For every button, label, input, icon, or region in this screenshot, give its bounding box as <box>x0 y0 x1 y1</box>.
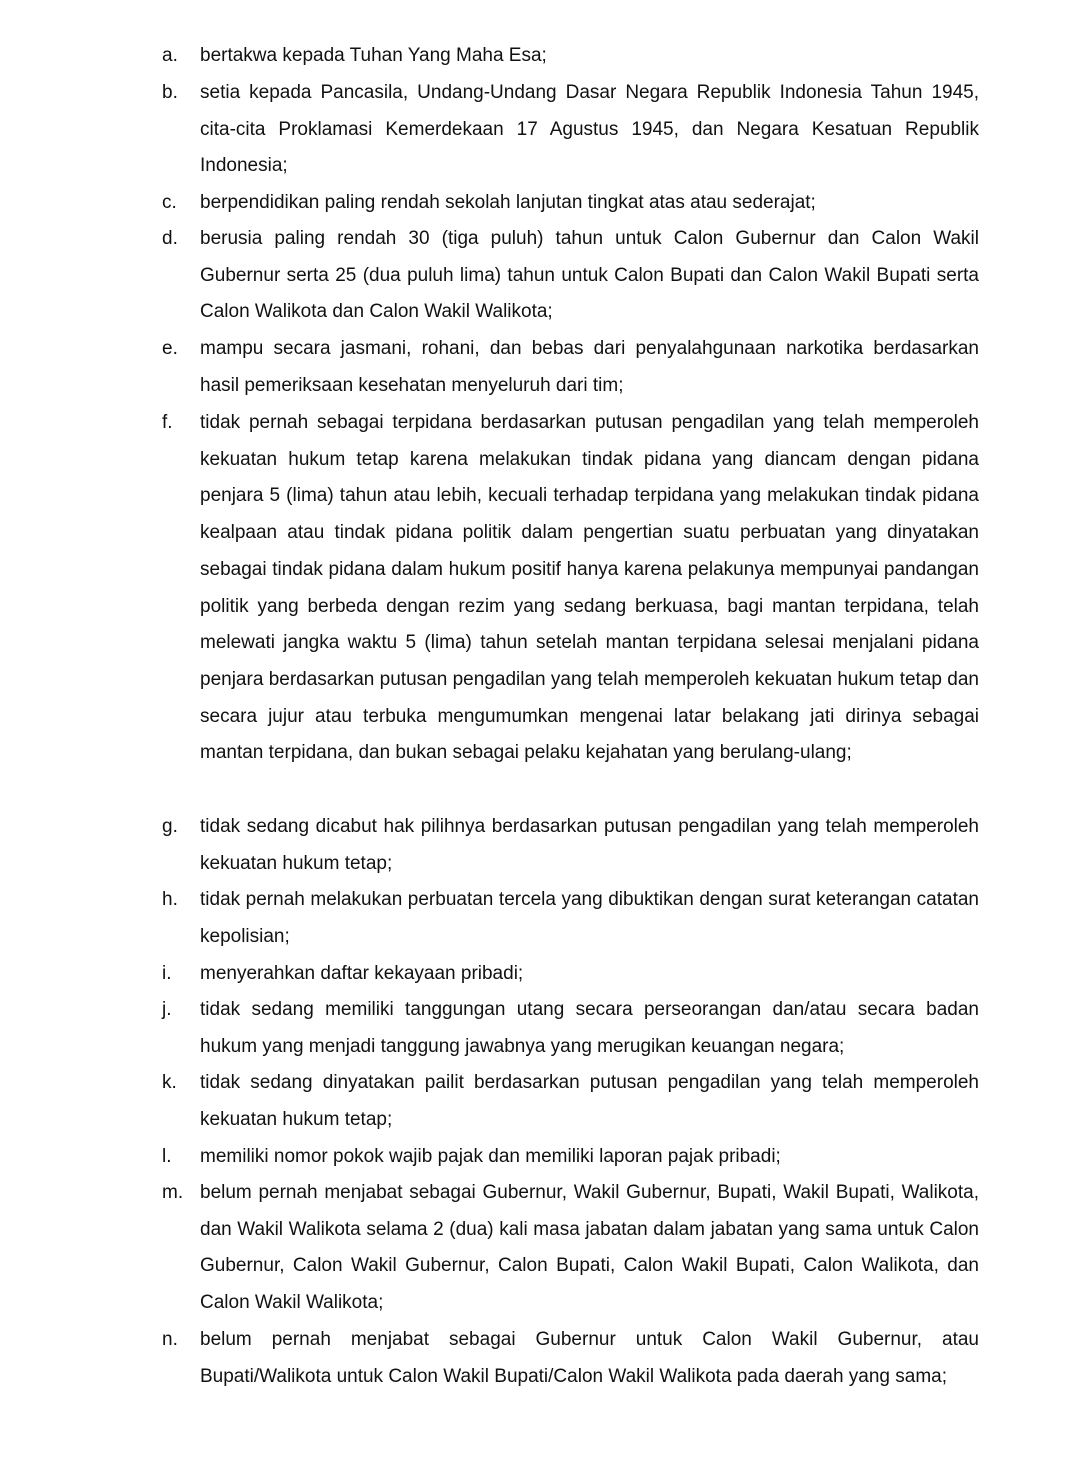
list-marker: k. <box>162 1072 177 1093</box>
list-item-text: bertakwa kepada Tuhan Yang Maha Esa; <box>200 45 547 66</box>
list-item-text: berusia paling rendah 30 (tiga puluh) tahun untuk Calon Gubernur dan Calon Wakil Gubernur serta 25 (dua puluh lima) tahun untuk Calon Bupati dan Calon Wakil Bupati serta Calon Walikota dan Calon Wakil Walikota; <box>200 228 979 323</box>
list-item-text: tidak sedang dinyatakan pailit berdasarkan putusan pengadilan yang telah memperoleh kekuatan hukum tetap; <box>200 1072 979 1130</box>
list-item-text: tidak pernah melakukan perbuatan tercela yang dibuktikan dengan surat keterangan catatan kepolisian; <box>200 889 979 947</box>
list-item-text: mampu secara jasmani, rohani, dan bebas dari penyalahgunaan narkotika berdasarkan hasil pemeriksaan kesehatan menyeluruh dari tim; <box>200 338 979 396</box>
list-marker: d. <box>162 228 178 249</box>
list-marker: f. <box>162 412 173 433</box>
list-marker: e. <box>162 338 178 359</box>
list-item-text: berpendidikan paling rendah sekolah lanjutan tingkat atas atau sederajat; <box>200 192 816 213</box>
list-marker: n. <box>162 1329 178 1350</box>
list-item-text: memiliki nomor pokok wajib pajak dan memiliki laporan pajak pribadi; <box>200 1146 781 1167</box>
list-item-text: belum pernah menjabat sebagai Gubernur untuk Calon Wakil Gubernur, atau Bupati/Walikota untuk Calon Wakil Bupati/Calon Wakil Walikota pada daerah yang sama; <box>200 1329 979 1387</box>
list-marker: g. <box>162 816 178 837</box>
list-item-text: setia kepada Pancasila, Undang-Undang Dasar Negara Republik Indonesia Tahun 1945, cita-cita Proklamasi Kemerdekaan 17 Agustus 1945, dan Negara Kesatuan Republik Indonesia; <box>200 82 979 177</box>
list-marker: j. <box>162 999 172 1020</box>
list-marker: m. <box>162 1182 184 1203</box>
list-marker: b. <box>162 82 178 103</box>
list-item-text: belum pernah menjabat sebagai Gubernur, Wakil Gubernur, Bupati, Wakil Bupati, Walikota, dan Wakil Walikota selama 2 (dua) kali masa jabatan dalam jabatan yang sama untuk Calon Gubernur, Calon Wakil Gubernur, Calon Bupati, Calon Wakil Bupati, Calon Walikota, dan Calon Wakil Walikota; <box>200 1182 979 1314</box>
list-marker: h. <box>162 889 178 910</box>
list-marker: i. <box>162 963 172 984</box>
list-item-text: menyerahkan daftar kekayaan pribadi; <box>200 963 524 984</box>
list-item-text: tidak sedang dicabut hak pilihnya berdasarkan putusan pengadilan yang telah memperoleh kekuatan hukum tetap; <box>200 816 979 874</box>
list-marker: l. <box>162 1146 172 1167</box>
list-marker: c. <box>162 192 177 213</box>
list-item-text: tidak sedang memiliki tanggungan utang secara perseorangan dan/atau secara badan hukum yang menjadi tanggung jawabnya yang merugikan keuangan negara; <box>200 999 979 1057</box>
list-marker: a. <box>162 45 178 66</box>
list-item-text: tidak pernah sebagai terpidana berdasarkan putusan pengadilan yang telah memperoleh kekuatan hukum tetap karena melakukan tindak pidana yang diancam dengan pidana penjara 5 (lima) tahun atau lebih, kecuali terhadap terpidana yang melakukan tindak pidana kealpaan atau tindak pidana politik dalam pengertian suatu perbuatan yang dinyatakan sebagai tindak pidana dalam hukum positif hanya karena pelakunya mempunyai pandangan politik yang berbeda dengan rezim yang sedang berkuasa, bagi mantan terpidana, telah melewati jangka waktu 5 (lima) tahun setelah mantan terpidana selesai menjalani pidana penjara berdasarkan putusan pengadilan yang telah memperoleh kekuatan hukum tetap dan secara jujur atau terbuka mengumumkan mengenai latar belakang jati dirinya sebagai mantan terpidana, dan bukan sebagai pelaku kejahatan yang berulang-ulang; <box>200 412 979 764</box>
